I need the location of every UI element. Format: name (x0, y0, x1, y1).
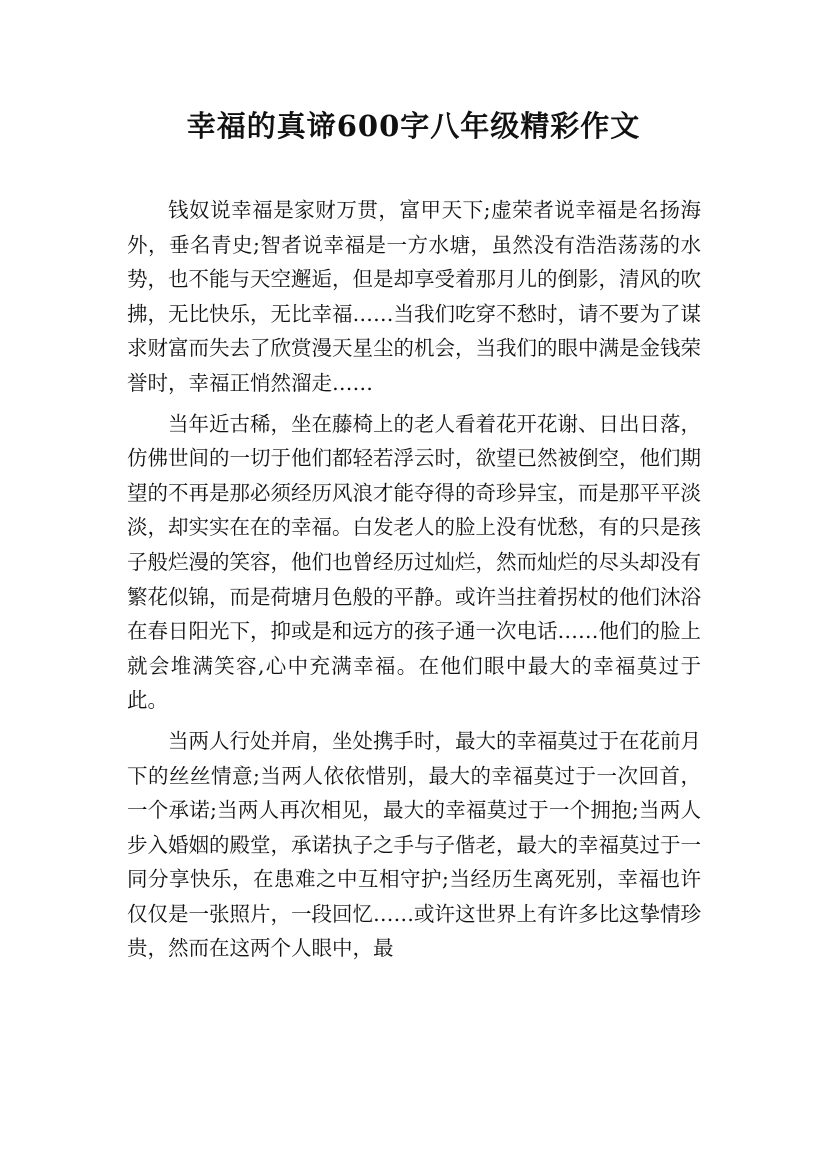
paragraph-2: 当年近古稀，坐在藤椅上的老人看着花开花谢、日出日落，仿佛世间的一切于他们都轻若浮云时，欲望已然被倒空，他们期望的不再是那必须经历风浪才能夺得的奇珍异宝，而是那平平淡淡，却实实在在的幸福。白发老人的脸上没有忧愁，有的只是孩子般烂漫的笑容，他们也曾经历过灿烂，然而灿烂的尽头却没有繁花似锦，而是荷塘月色般的平静。或许当拄着拐杖的他们沐浴在春日阳光下，抑或是和远方的孩子通一次电话……他们的脸上就会堆满笑容,心中充满幸福。在他们眼中最大的幸福莫过于此。 (127, 411, 701, 713)
paragraph-3: 当两人行处并肩，坐处携手时，最大的幸福莫过于在花前月下的丝丝情意;当两人依依惜别，最大的幸福莫过于一次回首，一个承诺;当两人再次相见，最大的幸福莫过于一个拥抱;当两人步入婚姻的殿堂，承诺执子之手与子偕老，最大的幸福莫过于一同分享快乐，在患难之中互相守护;当经历生离死别，幸福也许仅仅是一张照片，一段回忆……或许这世界上有许多比这挚情珍贵，然而在这两个人眼中，最 (127, 728, 701, 961)
document-title: 幸福的真谛600字八年级精彩作文 (186, 109, 641, 143)
paragraph-1: 钱奴说幸福是家财万贯，富甲天下;虚荣者说幸福是名扬海外，垂名青史;智者说幸福是一方水塘，虽然没有浩浩荡荡的水势，也不能与天空邂逅，但是却享受着那月儿的倒影，清风的吹拂，无比快乐，无比幸福……当我们吃穿不愁时，请不要为了谋求财富而失去了欣赏漫天星尘的机会，当我们的眼中满是金钱荣誉时，幸福正悄然溜走…… (127, 198, 701, 395)
document-body (127, 193, 701, 972)
